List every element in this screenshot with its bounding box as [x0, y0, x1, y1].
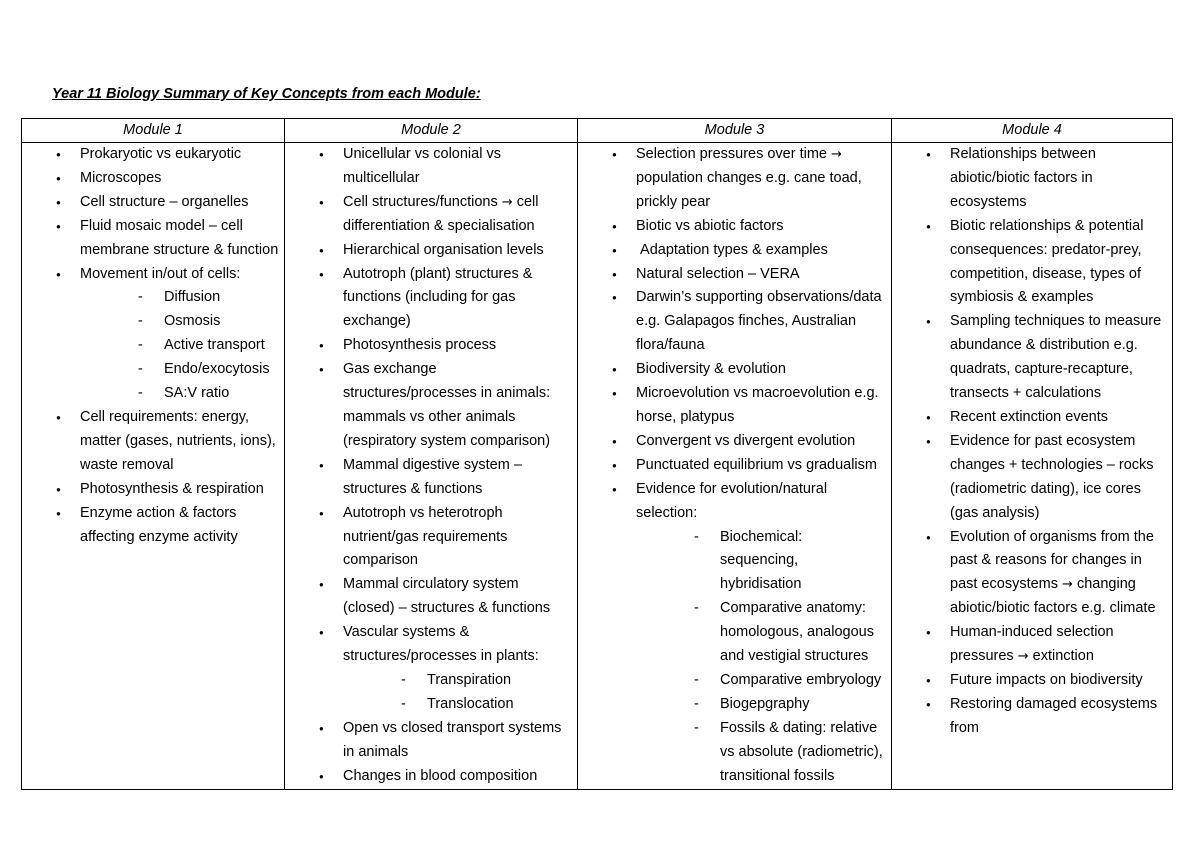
module-4-list	[892, 143, 1172, 741]
list-item: ● Mammal circulatory system (closed) – structures & functions	[285, 573, 577, 621]
list-item-text: Evolution of organisms from the past & reasons for changes in past ecosystems	[950, 528, 1154, 593]
list-item	[578, 478, 891, 789]
list-item	[892, 621, 1172, 669]
list-item: ● Cell requirements: energy, matter (gases, nutrients, ions), waste removal	[22, 406, 284, 478]
list-item-text: Evidence for evolution/natural selection:	[636, 480, 828, 521]
sub-item: - Translocation	[343, 693, 573, 717]
module-3-list	[578, 143, 891, 788]
list-item	[285, 621, 577, 717]
sub-item: - Biogepgraphy	[636, 693, 887, 717]
list-item-text: Human-induced selection pressures	[950, 624, 1114, 665]
vascular-sublist	[343, 669, 573, 717]
list-item-text: extinction	[1032, 648, 1094, 665]
summary-table	[21, 118, 1173, 790]
sub-item: - Comparative anatomy: homologous, analogous and vestigial structures	[636, 597, 887, 669]
module-4-cell	[892, 143, 1173, 790]
arrow-right-icon: →	[831, 147, 842, 162]
sub-item: - Biochemical: sequencing, hybridisation	[636, 526, 887, 598]
list-item	[578, 143, 891, 215]
module-4-heading: Module 4	[892, 119, 1173, 143]
list-item: ● Photosynthesis process	[285, 334, 577, 358]
list-item: ● Future impacts on biodiversity	[892, 669, 1172, 693]
module-2-cell	[285, 143, 578, 790]
list-item: ● Changes in blood composition	[285, 765, 577, 789]
sub-item: - SA:V ratio	[80, 382, 280, 406]
list-item	[285, 191, 577, 239]
list-item: ● Photosynthesis & respiration	[22, 478, 284, 502]
list-item: ● Open vs closed transport systems in animals	[285, 717, 577, 765]
list-item: ● Fluid mosaic model – cell membrane structure & function	[22, 215, 284, 263]
list-item: ● Biotic relationships & potential consequences: predator-prey, competition, disease, types of symbiosis & examples	[892, 215, 1172, 311]
list-item: ● Gas exchange structures/processes in animals: mammals vs other animals (respiratory system comparison)	[285, 358, 577, 454]
sub-item: - Comparative embryology	[636, 669, 887, 693]
list-item-text: population changes e.g. cane toad, prickly pear	[636, 169, 862, 210]
list-item-text: changing abiotic/biotic factors e.g. climate	[950, 576, 1156, 617]
list-item: ● Enzyme action & factors affecting enzyme activity	[22, 502, 284, 550]
list-item: ● Biotic vs abiotic factors	[578, 215, 891, 239]
module-1-list	[22, 143, 284, 549]
list-item-text: Movement in/out of cells:	[80, 265, 241, 282]
list-item: ● Hierarchical organisation levels	[285, 239, 577, 263]
list-item-text: cell differentiation & specialisation	[343, 193, 539, 234]
list-item: ● Adaptation types & examples	[578, 239, 891, 263]
module-3-heading: Module 3	[578, 119, 892, 143]
list-item: ● Convergent vs divergent evolution	[578, 430, 891, 454]
list-item: ● Prokaryotic vs eukaryotic	[22, 143, 284, 167]
sub-item: - Osmosis	[80, 310, 280, 334]
sub-item: - Fossils & dating: relative vs absolute (radiometric), transitional fossils	[636, 717, 887, 789]
list-item: ● Relationships between abiotic/biotic factors in ecosystems	[892, 143, 1172, 215]
list-item: ● Autotroph (plant) structures & functions (including for gas exchange)	[285, 263, 577, 335]
list-item: ● Evidence for past ecosystem changes + technologies – rocks (radiometric dating), ice cores (gas analysis)	[892, 430, 1172, 526]
sub-item: - Endo/exocytosis	[80, 358, 280, 382]
module-1-heading: Module 1	[22, 119, 285, 143]
movement-sublist	[80, 286, 280, 406]
arrow-right-icon: →	[1017, 649, 1029, 665]
sub-item: - Transpiration	[343, 669, 573, 693]
list-item-text: Selection pressures over time	[636, 146, 827, 162]
evidence-sublist	[636, 526, 887, 789]
list-item: ● Microevolution vs macroevolution e.g. horse, platypus	[578, 382, 891, 430]
arrow-right-icon: →	[1062, 577, 1073, 593]
list-item: ● Sampling techniques to measure abundance & distribution e.g. quadrats, capture-recapture, transects + calculations	[892, 310, 1172, 406]
list-item: ● Natural selection – VERA	[578, 263, 891, 287]
sub-item: - Active transport	[80, 334, 280, 358]
arrow-right-icon: →	[501, 194, 513, 210]
module-2-heading: Module 2	[285, 119, 578, 143]
list-item	[892, 526, 1172, 622]
list-item: ● Punctuated equilibrium vs gradualism	[578, 454, 891, 478]
list-item: ● Mammal digestive system – structures & functions	[285, 454, 577, 502]
list-item: ● Microscopes	[22, 167, 284, 191]
content-row	[22, 143, 1173, 790]
header-row	[22, 119, 1173, 143]
list-item: ● Biodiversity & evolution	[578, 358, 891, 382]
module-2-list	[285, 143, 577, 788]
list-item: ● Recent extinction events	[892, 406, 1172, 430]
list-item: ● Cell structure – organelles	[22, 191, 284, 215]
list-item: ● Unicellular vs colonial vs multicellular	[285, 143, 577, 191]
module-3-cell	[578, 143, 892, 790]
list-item: ● Darwin’s supporting observations/data e.g. Galapagos finches, Australian flora/fauna	[578, 286, 891, 358]
list-item-text: Vascular systems & structures/processes in plants:	[343, 624, 539, 665]
sub-item: - Diffusion	[80, 286, 280, 310]
list-item: ● Restoring damaged ecosystems from	[892, 693, 1172, 741]
list-item	[22, 263, 284, 406]
document-title: Year 11 Biology Summary of Key Concepts from each Module:	[52, 86, 481, 102]
module-1-cell	[22, 143, 285, 790]
list-item: ● Autotroph vs heterotroph nutrient/gas requirements comparison	[285, 502, 577, 574]
list-item-text: Cell structures/functions	[343, 193, 498, 210]
